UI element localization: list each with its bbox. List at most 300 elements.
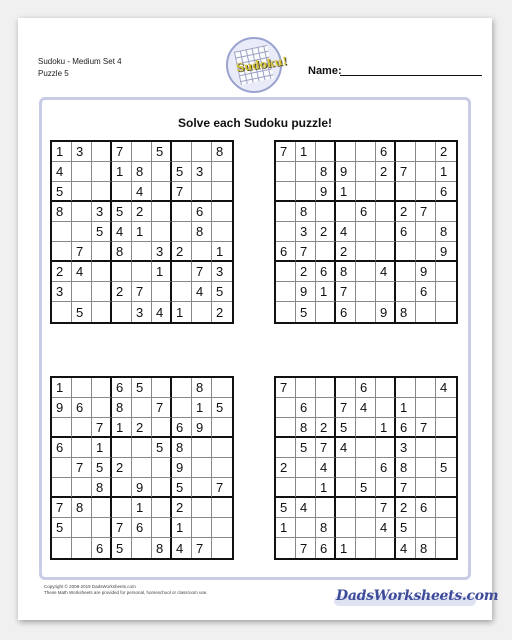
sudoku-cell: 2 <box>132 418 152 438</box>
sudoku-cell <box>416 378 436 398</box>
sudoku-cell: 4 <box>152 302 172 322</box>
sudoku-cell: 9 <box>132 478 152 498</box>
sudoku-cell: 9 <box>336 162 356 182</box>
sudoku-cell: 5 <box>112 538 132 558</box>
sudoku-cell: 7 <box>416 418 436 438</box>
sudoku-cell <box>92 282 112 302</box>
sudoku-cell: 7 <box>336 282 356 302</box>
sudoku-cell: 9 <box>172 458 192 478</box>
sudoku-cell <box>212 418 232 438</box>
sudoku-cell <box>92 398 112 418</box>
sudoku-cell: 6 <box>356 202 376 222</box>
sudoku-cell <box>436 498 456 518</box>
sudoku-cell: 6 <box>416 282 436 302</box>
sudoku-cell <box>72 378 92 398</box>
sudoku-cell <box>376 378 396 398</box>
sudoku-cell: 9 <box>296 282 316 302</box>
sudoku-cell <box>356 242 376 262</box>
sudoku-cell <box>92 498 112 518</box>
sudoku-cell <box>276 398 296 418</box>
sudoku-cell <box>132 538 152 558</box>
sudoku-cell <box>276 262 296 282</box>
sudoku-puzzle-1 <box>50 140 234 324</box>
sudoku-cell: 3 <box>396 438 416 458</box>
sudoku-cell: 7 <box>396 162 416 182</box>
sudoku-cell: 7 <box>316 438 336 458</box>
sudoku-cell <box>416 222 436 242</box>
sudoku-cell <box>172 398 192 418</box>
sudoku-cell <box>72 478 92 498</box>
sudoku-cell: 3 <box>72 142 92 162</box>
sudoku-cell: 5 <box>336 418 356 438</box>
sudoku-cell <box>376 398 396 418</box>
sudoku-cell <box>416 182 436 202</box>
sudoku-cell: 7 <box>112 518 132 538</box>
sudoku-cell: 8 <box>152 538 172 558</box>
sudoku-cell <box>192 458 212 478</box>
sudoku-cell: 6 <box>72 398 92 418</box>
sudoku-cell <box>112 438 132 458</box>
sudoku-cell: 1 <box>276 518 296 538</box>
sudoku-cell: 6 <box>192 202 212 222</box>
sudoku-cell: 4 <box>336 222 356 242</box>
sudoku-cell <box>112 182 132 202</box>
sudoku-cell <box>192 498 212 518</box>
sudoku-cell <box>152 498 172 518</box>
sudoku-cell: 8 <box>296 418 316 438</box>
sudoku-cell: 9 <box>192 418 212 438</box>
sudoku-cell <box>92 262 112 282</box>
sudoku-cell <box>416 518 436 538</box>
sudoku-cell <box>376 538 396 558</box>
sudoku-cell <box>112 302 132 322</box>
sudoku-cell <box>396 142 416 162</box>
sudoku-cell: 4 <box>336 438 356 458</box>
sudoku-cell: 1 <box>396 398 416 418</box>
sudoku-cell <box>436 398 456 418</box>
sudoku-cell: 7 <box>296 242 316 262</box>
sudoku-cell: 6 <box>396 418 416 438</box>
sudoku-cell: 2 <box>376 162 396 182</box>
sudoku-cell: 5 <box>152 438 172 458</box>
sudoku-cell: 8 <box>72 498 92 518</box>
sudoku-cell <box>356 182 376 202</box>
sudoku-cell: 7 <box>152 398 172 418</box>
sudoku-cell <box>52 242 72 262</box>
sudoku-cell: 8 <box>52 202 72 222</box>
sudoku-cell <box>276 478 296 498</box>
sudoku-cell: 7 <box>112 142 132 162</box>
sudoku-cell: 8 <box>192 222 212 242</box>
sudoku-cell: 6 <box>356 378 376 398</box>
sudoku-cell: 7 <box>416 202 436 222</box>
sudoku-cell: 5 <box>172 162 192 182</box>
sudoku-cell: 3 <box>212 262 232 282</box>
sudoku-cell: 5 <box>92 222 112 242</box>
sudoku-cell: 9 <box>436 242 456 262</box>
sudoku-cell <box>436 418 456 438</box>
sudoku-cell <box>132 242 152 262</box>
sudoku-cell: 5 <box>152 142 172 162</box>
sudoku-cell <box>172 142 192 162</box>
sudoku-cell: 7 <box>396 478 416 498</box>
sudoku-cell <box>376 478 396 498</box>
sudoku-cell <box>212 458 232 478</box>
sudoku-cell: 6 <box>336 302 356 322</box>
sudoku-cell <box>396 182 416 202</box>
sudoku-cell <box>52 458 72 478</box>
sudoku-cell: 2 <box>112 282 132 302</box>
sudoku-cell <box>276 418 296 438</box>
sudoku-cell: 1 <box>192 398 212 418</box>
sudoku-cell <box>276 222 296 242</box>
sudoku-cell <box>276 202 296 222</box>
sudoku-cell: 6 <box>296 398 316 418</box>
sudoku-cell: 8 <box>92 478 112 498</box>
sudoku-cell <box>276 282 296 302</box>
sudoku-cell <box>172 262 192 282</box>
sudoku-cell <box>436 202 456 222</box>
sudoku-cell <box>192 518 212 538</box>
sudoku-cell: 3 <box>52 282 72 302</box>
sudoku-cell <box>436 438 456 458</box>
sudoku-cell <box>416 478 436 498</box>
sudoku-cell: 8 <box>132 162 152 182</box>
sudoku-cell: 7 <box>296 538 316 558</box>
sudoku-cell: 6 <box>316 262 336 282</box>
sudoku-cell <box>152 282 172 302</box>
sudoku-cell <box>152 518 172 538</box>
sudoku-cell <box>72 538 92 558</box>
sudoku-cell <box>416 142 436 162</box>
sudoku-cell <box>172 202 192 222</box>
sudoku-cell <box>416 458 436 478</box>
sudoku-cell <box>396 262 416 282</box>
sudoku-cell <box>336 202 356 222</box>
sudoku-cell: 1 <box>172 302 192 322</box>
sudoku-cell: 9 <box>376 302 396 322</box>
sudoku-cell <box>296 518 316 538</box>
sudoku-cell <box>212 378 232 398</box>
sudoku-cell <box>436 478 456 498</box>
sudoku-cell: 2 <box>112 458 132 478</box>
sudoku-cell <box>396 282 416 302</box>
sudoku-cell <box>72 438 92 458</box>
sudoku-cell: 3 <box>192 162 212 182</box>
name-label: Name: <box>308 65 342 77</box>
sudoku-cell <box>436 518 456 538</box>
sudoku-cell: 1 <box>152 262 172 282</box>
sudoku-cell: 1 <box>52 142 72 162</box>
sudoku-cell <box>316 242 336 262</box>
sudoku-cell <box>152 222 172 242</box>
sudoku-cell: 5 <box>296 302 316 322</box>
sudoku-cell <box>112 262 132 282</box>
sudoku-cell: 2 <box>132 202 152 222</box>
sudoku-cell <box>376 182 396 202</box>
sudoku-cell: 8 <box>172 438 192 458</box>
sudoku-cell <box>112 478 132 498</box>
sudoku-cell <box>356 162 376 182</box>
sudoku-cell: 4 <box>72 262 92 282</box>
sudoku-cell: 4 <box>316 458 336 478</box>
sudoku-cell <box>132 262 152 282</box>
sudoku-cell <box>356 222 376 242</box>
sudoku-cell <box>132 142 152 162</box>
sudoku-cell: 2 <box>172 242 192 262</box>
sudoku-cell: 1 <box>336 182 356 202</box>
sudoku-cell: 7 <box>376 498 396 518</box>
sudoku-cell <box>296 478 316 498</box>
sudoku-cell: 1 <box>436 162 456 182</box>
sudoku-cell: 5 <box>296 438 316 458</box>
sudoku-cell <box>436 538 456 558</box>
sudoku-cell: 6 <box>92 538 112 558</box>
sudoku-cell: 1 <box>172 518 192 538</box>
sudoku-cell: 1 <box>92 438 112 458</box>
sudoku-cell <box>336 518 356 538</box>
sudoku-cell <box>376 242 396 262</box>
sudoku-cell: 2 <box>316 418 336 438</box>
sudoku-cell: 5 <box>92 458 112 478</box>
sudoku-cell <box>316 398 336 418</box>
sudoku-cell: 6 <box>376 142 396 162</box>
sudoku-cell <box>72 282 92 302</box>
sudoku-cell: 5 <box>212 398 232 418</box>
sudoku-cell: 1 <box>112 418 132 438</box>
sudoku-cell <box>52 222 72 242</box>
sudoku-cell: 4 <box>436 378 456 398</box>
sudoku-cell: 2 <box>436 142 456 162</box>
sudoku-cell <box>436 282 456 302</box>
sudoku-cell: 7 <box>192 538 212 558</box>
sudoku-cell <box>52 538 72 558</box>
sudoku-cell: 4 <box>376 262 396 282</box>
instruction-text: Solve each Sudoku puzzle! <box>177 116 333 130</box>
sudoku-cell <box>296 162 316 182</box>
sudoku-cell <box>316 378 336 398</box>
sudoku-cell <box>296 458 316 478</box>
sudoku-cell <box>336 478 356 498</box>
sudoku-cell <box>172 222 192 242</box>
sudoku-cell: 1 <box>132 498 152 518</box>
sudoku-cell: 1 <box>112 162 132 182</box>
sudoku-cell: 7 <box>52 498 72 518</box>
logo-text: Sudoku! <box>235 54 289 75</box>
sudoku-cell: 1 <box>296 142 316 162</box>
sudoku-cell <box>376 282 396 302</box>
sudoku-cell: 6 <box>316 538 336 558</box>
sudoku-cell <box>92 162 112 182</box>
sudoku-cell: 7 <box>72 242 92 262</box>
sudoku-cell: 1 <box>212 242 232 262</box>
sudoku-cell: 8 <box>192 378 212 398</box>
sudoku-cell <box>356 262 376 282</box>
sudoku-cell: 7 <box>72 458 92 478</box>
sudoku-cell: 8 <box>212 142 232 162</box>
sudoku-cell <box>416 438 436 458</box>
sudoku-cell: 8 <box>296 202 316 222</box>
sudoku-cell <box>336 378 356 398</box>
sudoku-cell: 4 <box>396 538 416 558</box>
sudoku-cell <box>316 498 336 518</box>
sudoku-cell <box>356 458 376 478</box>
sudoku-cell: 4 <box>172 538 192 558</box>
sudoku-cell <box>212 518 232 538</box>
sudoku-cell <box>52 478 72 498</box>
sudoku-cell <box>192 478 212 498</box>
sudoku-cell: 2 <box>316 222 336 242</box>
sudoku-cell <box>276 162 296 182</box>
copyright-text: Copyright © 2008-2019 DadsWorksheets.com <box>44 584 136 589</box>
sudoku-cell: 4 <box>112 222 132 242</box>
sudoku-cell <box>152 378 172 398</box>
sudoku-cell: 2 <box>216 304 224 320</box>
sudoku-cell <box>376 438 396 458</box>
sudoku-cell: 5 <box>276 498 296 518</box>
sudoku-cell <box>72 222 92 242</box>
sudoku-cell: 1 <box>336 538 356 558</box>
sudoku-cell <box>376 222 396 242</box>
sudoku-cell: 5 <box>172 478 192 498</box>
brand-logo: DadsWorksheets.com <box>336 588 499 604</box>
sudoku-cell <box>356 438 376 458</box>
sudoku-cell: 2 <box>336 242 356 262</box>
sudoku-cell <box>72 182 92 202</box>
sudoku-puzzle-3 <box>50 376 234 560</box>
sudoku-cell <box>356 282 376 302</box>
sudoku-cell: 7 <box>172 182 192 202</box>
sudoku-cell: 4 <box>356 398 376 418</box>
sudoku-cell <box>356 498 376 518</box>
sudoku-cell <box>296 378 316 398</box>
sudoku-cell: 3 <box>92 202 112 222</box>
sudoku-cell <box>376 202 396 222</box>
sudoku-cell: 6 <box>52 438 72 458</box>
sudoku-cell: 6 <box>276 242 296 262</box>
sudoku-cell: 3 <box>296 222 316 242</box>
sudoku-cell <box>356 418 376 438</box>
sudoku-cell <box>276 438 296 458</box>
sudoku-cell <box>192 438 212 458</box>
sudoku-cell: 7 <box>276 142 296 162</box>
sudoku-cell: 4 <box>296 498 316 518</box>
sudoku-cell <box>92 142 112 162</box>
puzzle-number: Puzzle 5 <box>38 69 69 78</box>
sudoku-cell: 7 <box>132 282 152 302</box>
sudoku-cell: 9 <box>416 262 436 282</box>
sudoku-cell <box>92 378 112 398</box>
sudoku-cell <box>356 302 376 322</box>
sudoku-cell: 3 <box>132 302 152 322</box>
sudoku-cell: 6 <box>112 378 132 398</box>
sudoku-cell: 6 <box>416 498 436 518</box>
sudoku-cell: 6 <box>172 418 192 438</box>
sudoku-cell <box>72 162 92 182</box>
sudoku-cell <box>336 458 356 478</box>
sudoku-cell <box>212 222 232 242</box>
sudoku-cell <box>416 162 436 182</box>
sudoku-cell <box>212 162 232 182</box>
sudoku-cell <box>316 142 336 162</box>
sudoku-cell: 2 <box>296 262 316 282</box>
sudoku-cell: 4 <box>192 282 212 302</box>
sudoku-cell <box>72 518 92 538</box>
sudoku-cell: 7 <box>192 262 212 282</box>
sudoku-cell: 6 <box>396 222 416 242</box>
sudoku-cell <box>192 182 212 202</box>
sudoku-cell: 8 <box>112 398 132 418</box>
sudoku-cell <box>396 378 416 398</box>
sudoku-cell <box>92 182 112 202</box>
sudoku-cell: 5 <box>212 282 232 302</box>
sudoku-cell <box>172 378 192 398</box>
sudoku-cell <box>112 498 132 518</box>
sudoku-cell <box>132 438 152 458</box>
sudoku-cell <box>416 302 436 322</box>
sudoku-cell <box>52 418 72 438</box>
sudoku-cell: 2 <box>276 458 296 478</box>
sudoku-cell: 5 <box>396 518 416 538</box>
sudoku-cell <box>296 182 316 202</box>
sudoku-cell <box>276 302 296 322</box>
sudoku-cell <box>356 142 376 162</box>
sudoku-cell: 9 <box>316 182 336 202</box>
sudoku-cell: 2 <box>52 262 72 282</box>
sudoku-cell: 8 <box>112 242 132 262</box>
sudoku-cell: 5 <box>356 478 376 498</box>
sudoku-cell <box>336 498 356 518</box>
sudoku-cell <box>212 538 232 558</box>
sudoku-cell <box>192 302 212 322</box>
worksheet-title: Sudoku - Medium Set 4 <box>38 57 122 66</box>
sudoku-puzzle-4 <box>274 376 458 560</box>
sudoku-cell: 5 <box>52 518 72 538</box>
sudoku-cell <box>92 242 112 262</box>
usage-notice: These Math Worksheets are provided for personal, homeschool or classroom use. <box>44 590 208 595</box>
sudoku-cell: 6 <box>376 458 396 478</box>
sudoku-cell: 2 <box>172 498 192 518</box>
sudoku-cell <box>212 438 232 458</box>
sudoku-cell: 2 <box>396 202 416 222</box>
sudoku-cell <box>152 162 172 182</box>
sudoku-cell: 1 <box>316 282 336 302</box>
sudoku-cell: 8 <box>336 262 356 282</box>
sudoku-cell: 7 <box>336 398 356 418</box>
sudoku-cell <box>92 302 112 322</box>
sudoku-cell: 8 <box>416 538 436 558</box>
sudoku-cell <box>316 302 336 322</box>
sudoku-cell <box>212 182 232 202</box>
sudoku-cell <box>276 182 296 202</box>
sudoku-cell: 5 <box>52 182 72 202</box>
sudoku-cell: 8 <box>316 518 336 538</box>
sudoku-cell <box>316 202 336 222</box>
sudoku-cell: 8 <box>436 222 456 242</box>
sudoku-cell <box>72 202 92 222</box>
sudoku-cell: 8 <box>396 302 416 322</box>
sudoku-puzzle-2 <box>274 140 458 324</box>
sudoku-cell <box>92 518 112 538</box>
sudoku-cell <box>212 498 232 518</box>
sudoku-cell: 5 <box>112 202 132 222</box>
sudoku-cell <box>436 262 456 282</box>
sudoku-cell <box>416 242 436 262</box>
sudoku-cell <box>396 242 416 262</box>
sudoku-cell: 8 <box>396 458 416 478</box>
sudoku-cell <box>276 538 296 558</box>
sudoku-cell: 8 <box>316 162 336 182</box>
